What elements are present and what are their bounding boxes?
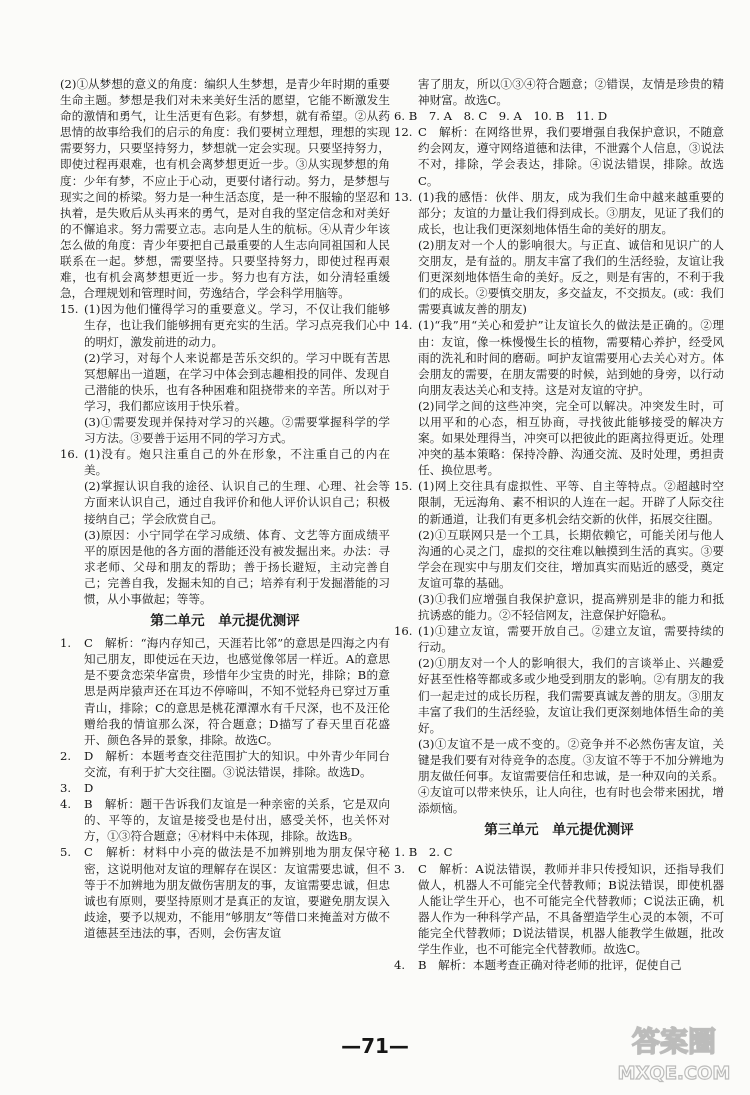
- unit-3-heading: 第三单元 单元提优测评: [484, 822, 634, 839]
- answer-number: 14.: [394, 318, 413, 333]
- answer-number: 4.: [60, 797, 72, 812]
- unit2-answer-5: [60, 844, 390, 941]
- unit2-answer-15: [394, 478, 724, 526]
- answer-number: 16.: [394, 624, 413, 639]
- answer-13-part-1: (1)我的感悟：伙伴、朋友，成为我们生命中越来越重要的部分；友谊的力量让我们得到成长。③朋友，见证了我们的成长，也让我们更深刻地体悟生命的美好的朋友。: [418, 189, 724, 236]
- unit3-answer-4: [394, 957, 724, 973]
- continued-answer-5: 害了朋友，所以①③④符合题意；②错误，友情是珍贵的精神财富。故选C。: [418, 77, 724, 108]
- answer-number: 12.: [394, 125, 413, 140]
- unit2-answer-12: [394, 124, 724, 188]
- answer-16-part-2: (2)①朋友对一个人的影响很大，我们的言谈举止、兴趣爱好甚至性格等都或多或少地受到朋友的影响。②有朋友的我们一起走过的成长历程，我们需要真诚友善的朋友。③朋友丰富了我们的生活经验，友谊让我们更深刻地体悟生命的美好。: [418, 656, 724, 735]
- page-number: —71—: [341, 1034, 409, 1058]
- answer-text: C 解析：材料中小亮的做法是不加辨别地为朋友保守秘密，这说明他对友谊的理解存在误区：友谊需要忠诚，但不等于不加辨地为朋友做伤害朋友的事，友谊需要忠诚，但忠诚也有原则，要坚持原则才是真正的友谊，要避免朋友误入歧途，要予以规劝，不能用“够朋友”等借口来掩盖对方做不道德甚至违法的事，否则，会伤害友谊: [84, 845, 390, 940]
- unit3-answer-3: [394, 861, 724, 958]
- answer-number: 2.: [60, 748, 72, 763]
- answer-16-part-1: (1)没有。炮只注重自己的外在形象，不注重自己的内在美。: [84, 447, 390, 478]
- answer-number: 5.: [60, 845, 72, 860]
- answer-number: 15.: [394, 479, 413, 494]
- answer-16-part-3: (3)原因：小宁同学在学习成绩、体育、文艺等方面成绩平平的原因是他的各方面的潜能还没有被发掘出来。办法：寻求老师、父母和朋友的帮助；善于扬长避短，主动完善自己；完善自我，发掘未知的自己；培养有利于发掘潜能的习惯，从小事做起；等等。: [84, 527, 390, 606]
- answer-number: 15.: [60, 302, 79, 317]
- answer-number: 16.: [60, 447, 79, 462]
- answer-number: 13.: [394, 189, 413, 204]
- answer-text: D 解析：本题考查交往范围扩大的知识。中外青少年同台交流，有利于扩大交往圈。③说法错误，排除。故选D。: [84, 748, 390, 779]
- answer-text: C 解析：在网络世界，我们要增强自我保护意识，不随意约会网友，遵守网络道德和法律，不泄露个人信息，③说法不对，排除，学会表达，排除。④说法错误，排除。故选C。: [418, 125, 724, 188]
- answer-text: B 解析：本题考查正确对待老师的批评，促使自己: [418, 958, 682, 973]
- unit2-answer-3: [60, 780, 390, 796]
- answer-15: [60, 301, 390, 349]
- answer-number: 4.: [394, 958, 406, 973]
- watermark-logo: [604, 1017, 744, 1089]
- unit2-answer-16: [394, 623, 724, 655]
- answer-14-part-1: (1)“我”用“关心和爱护”让友谊长久的做法是正确的。②理由：友谊，像一株慢慢生长的植物，需要精心养护，经受风雨的洗礼和时间的磨砺。呵护友谊需要用心去关心对方。体会朋友的需要，在朋友需要的时候，站到她的身旁，以行动向朋友表达关心和支持。这是对友谊的守护。: [418, 318, 724, 397]
- unit2-answer-2: [60, 748, 390, 780]
- answer-14-part-2: (2)同学之间的这些冲突，完全可以解决。冲突发生时，可以用平和的心态，相互协商，寻找彼此能够接受的解决方案。如果处理得当，冲突可以把彼此的距离拉得更近。处理冲突的基本策略：保持冷静、沟通交流、及时处理，勇担责任、换位思考。: [418, 398, 724, 478]
- watermark-url: MXQE.COM: [617, 1063, 731, 1084]
- answer-text: B 解析：题干告诉我们友谊是一种亲密的关系，它是双向的、平等的，友谊是接受也是付出，感受关怀，也关怀对方，①③符合题意；④材料中未体现，排除。故选B。: [84, 797, 390, 844]
- answer-16-part-1: (1)①建立友谊，需要开放自己。②建立友谊，需要持续的行动。: [418, 624, 724, 655]
- unit2-answer-13: [394, 189, 724, 237]
- answers-6-to-11: 6. B 7. A 8. C 9. A 10. B 11. D: [394, 109, 608, 124]
- answer-16-part-3: (3)①友谊不是一成不变的。②竞争并不必然伤害友谊，关键是我们要有对待竞争的态度。③友谊不等于不加分辨地为朋友做任何事。友谊需要信任和忠诚，是一种双向的关系。④友谊可以带来快乐，让人向往，也有时也会带来困扰，增添烦恼。: [418, 736, 724, 816]
- answer-number: 3.: [394, 861, 406, 876]
- unit3-answers-1-2: 1. B 2. C: [394, 845, 453, 860]
- answer-text: D: [84, 781, 94, 796]
- right-column: [394, 76, 724, 1056]
- answer-text: C 解析：A说法错误，教师并非只传授知识，还指导我们做人，机器人不可能完全代替教师；B说法错误，即使机器人能让学生开心，也不可能完全代替教师；C说法正确，机器人作为一种科学产品，不具备塑造学生心灵的本领，不可能完全代替教师；D说法错误，机器人能教学生做题，批改学生作业，也不可能完全代替教师。故选C。: [418, 861, 724, 956]
- unit-2-heading: 第二单元 单元提优测评: [150, 613, 300, 630]
- answer-13-part-2: (2)朋友对一个人的影响很大。与正直、诚信和见识广的人交朋友，是有益的。朋友丰富了我们的生活经验，友谊让我们更深刻地体悟生命的美好。反之，则是有害的，不利于我们的成长。②要慎交朋友，多交益友，不交损友。(或：我们需要真诚友善的朋友): [418, 237, 724, 317]
- unit2-answer-1: [60, 635, 390, 748]
- answer-16: [60, 446, 390, 478]
- answer-15-part-2: (2)学习，对每个人来说都是苦乐交织的。学习中既有苦思冥想解出一道题，在学习中体会到志趣相投的同伴、发现自己潜能的快乐，也有各种困难和阻挠带来的辛苦。所以对于学习，我们都应该用于快乐着。: [84, 350, 390, 413]
- continued-answer-paragraph: (2)①从梦想的意义的角度：编织人生梦想，是青少年时期的重要生命主题。梦想是我们对未来美好生活的愿望，它能不断激发生命的激情和勇气，让生活更有色彩。有梦想，就有希望。②从药思情的故事给我们的启示的角度：我们要树立理想，理想的实现需要努力，只要坚持努力，梦想就一定会实现。只要坚持努力，即使过程再艰难，也有机会离梦想更近一步。③从实现梦想的角度：少年有梦，不应止于心动，更要付诸行动。努力，是梦想与现实之间的桥梁。努力是一种生活态度，是一种不服输的坚忍和执着，是失败后从头再来的勇气，是对自我的坚定信念和对美好的不懈追求。努力需要立志。志向是人生的航标。④从青少年该怎么做的角度：青少年要把自己最重要的人生志向同祖国和人民联系在一起。梦想，需要坚持。只要坚持努力，即使过程再艰难，也有机会离梦想更近一步。努力也有方法，如分清轻重缓急，合理规划和管理时间，劳逸结合，学会科学用脑等。: [60, 77, 390, 301]
- watermark-text: 答案圈: [631, 1025, 717, 1058]
- unit2-answer-4: [60, 796, 390, 844]
- left-column: [60, 76, 390, 1056]
- unit2-answer-14: [394, 317, 724, 397]
- answer-text: C 解析：“海内存知己，天涯若比邻”的意思是四海之内有知己朋友，即使远在天边，也感觉像邻居一样近。A的意思是不要贪恋荣华富贵，珍惜年少宝贵的时光，排除；B的意思是两岸猿声还在耳边不停啼叫，不知不觉轻舟已穿过万重青山，排除；C的意思是桃花潭潭水有千尺深，也不及汪伦赠给我的情谊那么深，符合题意；D描写了春天里百花盛开、颜色各异的景象，排除。故选C。: [84, 636, 390, 747]
- answer-number: 3.: [60, 781, 72, 796]
- answer-15-part-3: (3)①需要发现并保持对学习的兴趣。②需要掌握科学的学习方法。③要善于运用不同的学习方式。: [84, 414, 390, 446]
- answer-15-part-3: (3)①我们应增强自我保护意识，提高辨别是非的能力和抵抗诱惑的能力。②不轻信网友，注意保护好隐私。: [418, 592, 724, 623]
- answer-15-part-2: (2)①互联网只是一个工具，长期依赖它，可能关闭与他人沟通的心灵之门，虚拟的交往难以触摸到生活的真实。③要学会在现实中与朋友们交往，增加真实而贴近的感受，奠定友谊可靠的基础。: [418, 527, 724, 590]
- answer-15-part-1: (1)因为他们懂得学习的重要意义。学习，不仅让我们能够生存，也让我们能够拥有更充实的生活。学习点亮我们心中的明灯，激发前进的动力。: [84, 302, 390, 349]
- answer-15-part-1: (1)网上交往具有虚拟性、平等、自主等特点。②超越时空限制，无远海角、素不相识的人连在一起。开辟了人际交往的新通道，让我们有更多机会结交新的伙伴，拓展交往圈。: [418, 479, 724, 526]
- answer-number: 1.: [60, 636, 72, 651]
- answer-16-part-2: (2)掌握认识自我的途径、认识自己的生理、心理、社会等方面来认识自己，通过自我评价和他人评价认识自己；积极接纳自己；学会欣赏自己。: [84, 479, 390, 526]
